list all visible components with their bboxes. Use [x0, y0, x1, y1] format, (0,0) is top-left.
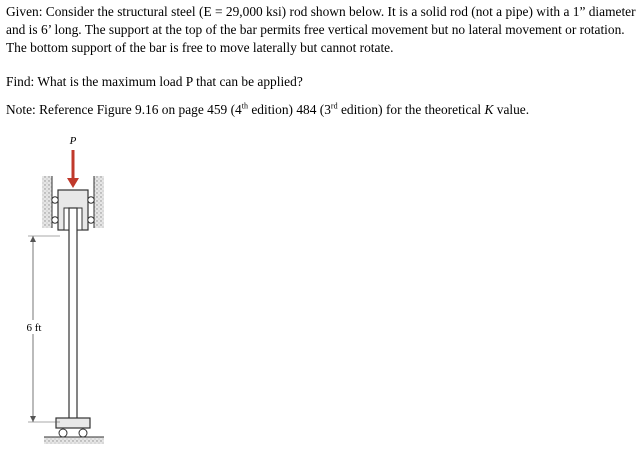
steel-rod: [69, 208, 77, 422]
note-text-2: edition) 484 (3: [247, 102, 331, 117]
find-paragraph: Find: What is the maximum load P that can be applied?: [6, 74, 303, 89]
ground: [44, 437, 104, 444]
left-wall-support: [42, 176, 52, 228]
note-text-4: value.: [493, 102, 530, 117]
note-k-symbol: K: [484, 102, 494, 117]
note-paragraph: [6, 101, 636, 119]
column-figure: [20, 128, 130, 468]
load-label: P: [69, 135, 77, 147]
given-paragraph: Given: Consider the structural steel (E = 29,000 ksi) rod shown below. It is a solid rod (not a pipe) with a 1” diameter and is 6’ long. The support at the top of the bar permits free vertical movement but no lateral movement or rotation. The bottom support of the bar is free to move laterally but cannot rotate.: [6, 4, 636, 55]
note-sup-3rd: rd: [330, 101, 338, 111]
note-sup-4th: th: [241, 101, 248, 111]
top-right-rollers: [88, 197, 94, 223]
load-arrow: [67, 150, 79, 188]
right-wall-support: [94, 176, 104, 228]
top-left-rollers: [52, 197, 58, 223]
bottom-base-plate: [56, 418, 90, 437]
note-text-1: Note: Reference Figure 9.16 on page 459 (4: [6, 102, 242, 117]
note-text-3: edition) for the theoretical: [337, 102, 485, 117]
length-label: 6 ft: [26, 322, 42, 334]
